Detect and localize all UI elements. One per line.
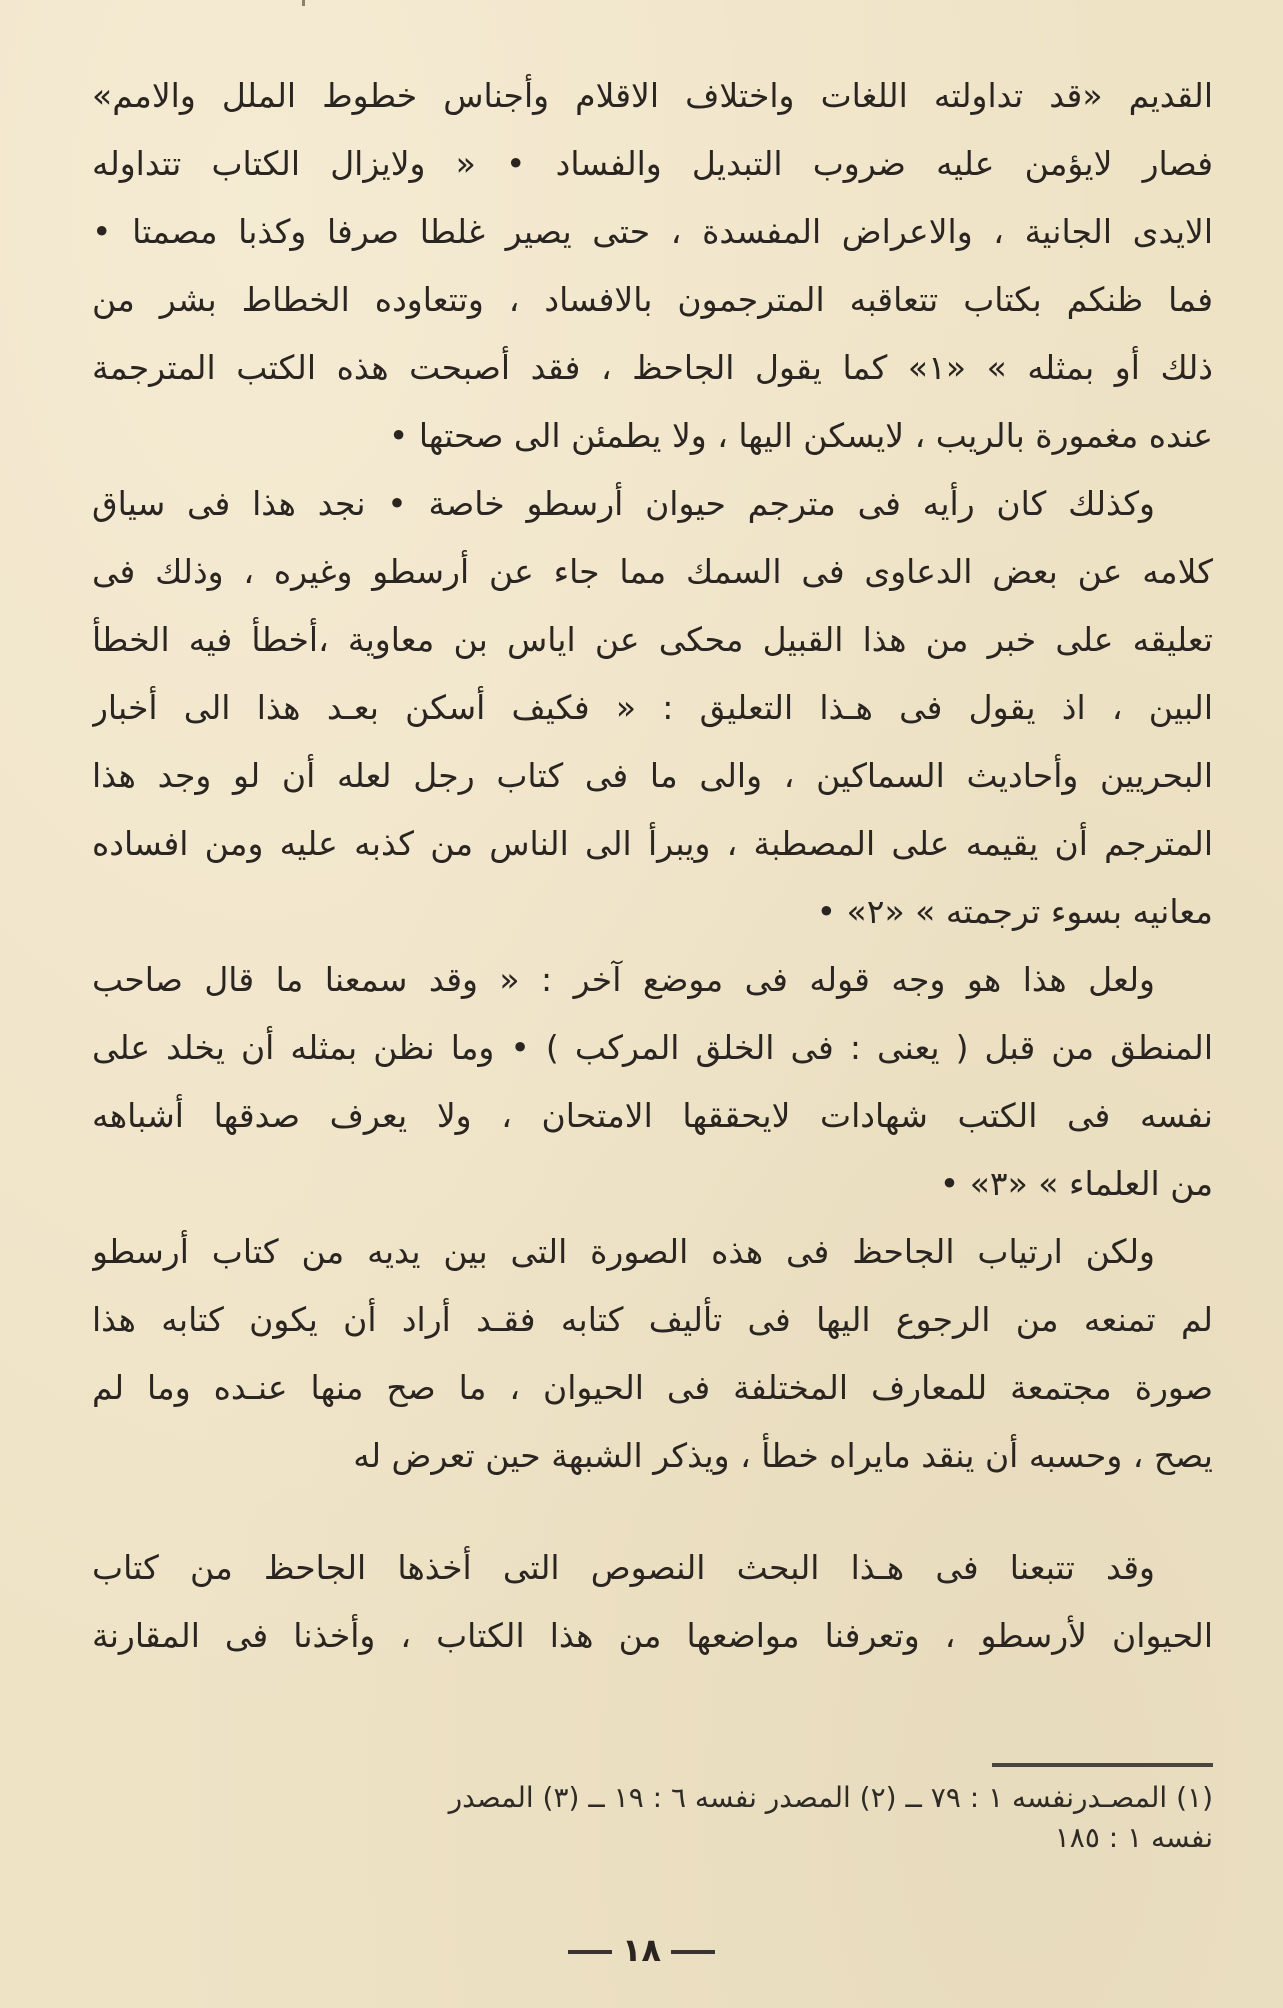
scan-mark [302, 0, 305, 6]
paragraph-5 [92, 1534, 1213, 1670]
text-line: وقد تتبعنا فى هـذا البحث النصوص التى أخذها الجاحظ من كتاب [92, 1548, 1155, 1587]
text-line: فصار لايؤمن عليه ضروب التبديل والفساد • « ولايزال الكتاب تتداوله [92, 144, 1213, 183]
text-line: يصح ، وحسبه أن ينقد مايراه خطأ ، ويذكر الشبهة حين تعرض له [353, 1436, 1213, 1475]
paragraph-spacer [92, 1490, 1213, 1534]
footnote-line: نفسه ١ : ١٨٥ [1054, 1821, 1213, 1854]
page-number [0, 1928, 1283, 1972]
text-line: الحيوان لأرسطو ، وتعرفنا مواضعها من هذا الكتاب ، وأخذنا فى المقارنة [92, 1616, 1213, 1655]
text-line: معانيه بسوء ترجمته » «٢» • [816, 892, 1213, 931]
text-line: فما ظنكم بكتاب تتعاقبه المترجمون بالافساد ، وتتعاوده الخطاط بشر من [92, 280, 1213, 319]
paragraph-3 [92, 946, 1213, 1218]
text-line: الايدى الجانية ، والاعراض المفسدة ، حتى يصير غلطا صرفا وكذبا مصمتا • [92, 212, 1213, 251]
text-line: البين ، اذ يقول فى هـذا التعليق : « فكيف أسكن بعـد هذا الى أخبار [92, 688, 1213, 727]
text-line: البحريين وأحاديث السماكين ، والى ما فى كتاب رجل لعله أن لو وجد هذا [92, 756, 1213, 795]
text-line: القديم «قد تداولته اللغات واختلاف الاقلام وأجناس خطوط الملل والامم» [92, 76, 1213, 115]
text-line: ذلك أو بمثله » «١» كما يقول الجاحظ ، فقد أصبحت هذه الكتب المترجمة [92, 348, 1213, 387]
footnote-line: (١) المصـدرنفسه ١ : ٧٩ ــ (٢) المصدر نفسه ٦ : ١٩ ــ (٣) المصدر [448, 1781, 1213, 1814]
text-line: نفسه فى الكتب شهادات لايحققها الامتحان ، ولا يعرف صدقها أشباهه [92, 1096, 1213, 1135]
text-line: وكذلك كان رأيه فى مترجم حيوان أرسطو خاصة • نجد هذا فى سياق [92, 484, 1155, 523]
text-line: من العلماء » «٣» • [939, 1164, 1213, 1203]
paragraph-1 [92, 62, 1213, 470]
text-line: المنطق من قبل ( يعنى : فى الخلق المركب ) • وما نظن بمثله أن يخلد على [92, 1028, 1213, 1067]
text-line: ولكن ارتياب الجاحظ فى هذه الصورة التى بين يديه من كتاب أرسطو [92, 1232, 1155, 1271]
paragraph-2 [92, 470, 1213, 946]
text-line: عنده مغمورة بالريب ، لايسكن اليها ، ولا يطمئن الى صحتها • [388, 416, 1213, 455]
page-number-dash-right [671, 1950, 715, 1954]
page-body [92, 62, 1213, 1670]
page-number-value: ١٨ [621, 1931, 662, 1969]
text-line: ولعل هذا هو وجه قوله فى موضع آخر : « وقد سمعنا ما قال صاحب [92, 960, 1155, 999]
paragraph-4 [92, 1218, 1213, 1490]
text-line: لم تمنعه من الرجوع اليها فى تأليف كتابه فقـد أراد أن يكون كتابه هذا [92, 1300, 1213, 1339]
text-line: المترجم أن يقيمه على المصطبة ، ويبرأ الى الناس من كذبه عليه ومن افساده [92, 824, 1213, 863]
text-line: تعليقه على خبر من هذا القبيل محكى عن اياس بن معاوية ،أخطأ فيه الخطأ [92, 620, 1213, 659]
footnote-divider [992, 1763, 1213, 1767]
text-line: صورة مجتمعة للمعارف المختلفة فى الحيوان ، ما صح منها عنـده وما لم [92, 1368, 1213, 1407]
page-number-dash-left [568, 1950, 612, 1954]
footnotes [100, 1778, 1213, 1858]
text-line: كلامه عن بعض الدعاوى فى السمك مما جاء عن أرسطو وغيره ، وذلك فى [92, 552, 1213, 591]
